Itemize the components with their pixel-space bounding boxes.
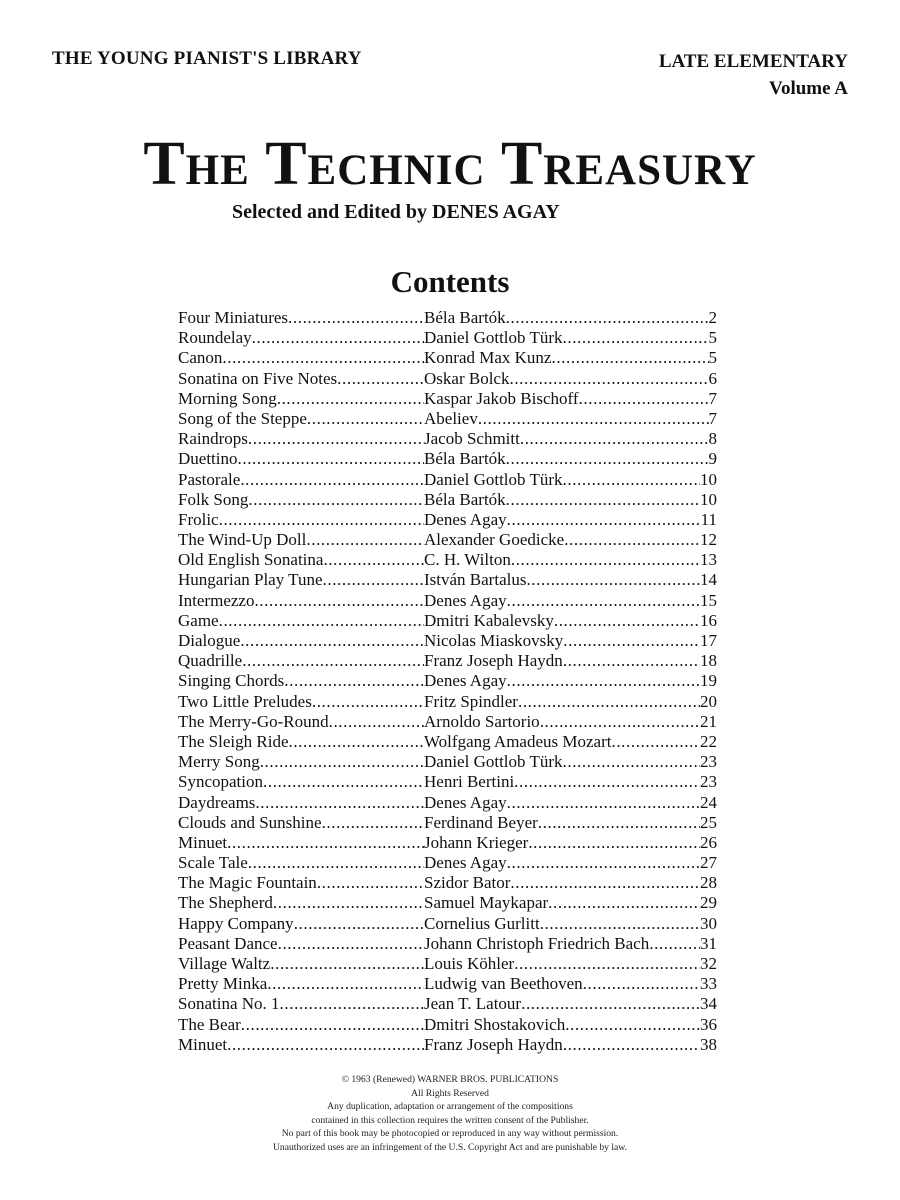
piece-title: Clouds and Sunshine bbox=[178, 812, 322, 832]
dot-leader bbox=[551, 348, 708, 368]
dot-leader bbox=[563, 651, 700, 671]
page-number: 26 bbox=[700, 832, 717, 852]
dot-leader bbox=[540, 914, 700, 934]
toc-entry bbox=[178, 550, 717, 570]
piece-title: The Shepherd bbox=[178, 893, 273, 913]
toc-entry bbox=[178, 308, 717, 328]
toc-entry bbox=[178, 591, 717, 611]
page-number: 31 bbox=[700, 933, 717, 953]
dot-leader bbox=[507, 853, 700, 873]
dot-leader bbox=[507, 671, 700, 691]
piece-title: Quadrille bbox=[178, 651, 243, 671]
dot-leader bbox=[307, 409, 424, 429]
contents-heading: Contents bbox=[390, 264, 510, 299]
toc-entry bbox=[178, 348, 717, 368]
piece-title: The Wind-Up Doll bbox=[178, 530, 307, 550]
dot-leader bbox=[507, 793, 700, 813]
toc-entry bbox=[178, 449, 717, 469]
piece-title: Canon bbox=[178, 348, 223, 368]
composer-name: Daniel Gottlob Türk bbox=[424, 752, 563, 772]
page-number: 18 bbox=[700, 651, 717, 671]
piece-title: Minuet bbox=[178, 1034, 228, 1054]
toc-entry bbox=[178, 833, 717, 853]
copyright-line: Unauthorized uses are an infringement of the U.S. Copyright Act and are punishable by law. bbox=[273, 1141, 627, 1153]
dot-leader bbox=[564, 530, 700, 550]
toc-entry bbox=[178, 1015, 717, 1035]
page-number: 2 bbox=[708, 308, 717, 327]
dot-leader bbox=[509, 369, 708, 389]
dot-leader bbox=[563, 1035, 700, 1055]
toc-entry bbox=[178, 954, 717, 974]
toc-entry bbox=[178, 994, 717, 1014]
composer-name: Béla Bartók bbox=[424, 449, 506, 469]
dot-leader bbox=[563, 470, 701, 490]
dot-leader bbox=[254, 591, 424, 611]
page-number: 5 bbox=[708, 328, 717, 348]
page-number: 27 bbox=[700, 853, 717, 873]
toc-entry bbox=[178, 409, 717, 429]
copyright-notice bbox=[0, 1073, 900, 1155]
page-number: 11 bbox=[700, 509, 717, 529]
dot-leader bbox=[507, 591, 700, 611]
composer-name: Louis Köhler bbox=[424, 954, 515, 973]
toc-entry bbox=[178, 893, 717, 913]
piece-title: Merry Song bbox=[178, 752, 260, 772]
page-number: 17 bbox=[700, 631, 717, 650]
piece-title: Folk Song bbox=[178, 489, 249, 509]
dot-leader bbox=[219, 611, 424, 631]
piece-title: Minuet bbox=[178, 832, 228, 852]
piece-title: The Bear bbox=[178, 1014, 241, 1034]
dot-leader bbox=[277, 389, 424, 409]
page-number: 30 bbox=[700, 913, 717, 933]
composer-name: Jacob Schmitt bbox=[424, 429, 520, 449]
piece-title: Raindrops bbox=[178, 429, 248, 449]
toc-entry bbox=[178, 510, 717, 530]
page-number: 38 bbox=[700, 1034, 717, 1054]
page-number: 24 bbox=[700, 792, 717, 812]
dot-leader bbox=[548, 893, 700, 913]
toc-entry bbox=[178, 651, 717, 671]
toc-entry bbox=[178, 631, 717, 651]
composer-name: Konrad Max Kunz bbox=[424, 348, 552, 368]
piece-title: Pretty Minka bbox=[178, 974, 268, 994]
toc-entry bbox=[178, 611, 717, 631]
page-number: 6 bbox=[708, 368, 717, 388]
dot-leader bbox=[288, 732, 424, 752]
composer-name: Oskar Bolck bbox=[424, 368, 510, 388]
toc-entry bbox=[178, 732, 717, 752]
composer-name: Denes Agay bbox=[424, 853, 507, 873]
piece-title: Village Waltz bbox=[178, 954, 271, 973]
composer-name: Nicolas Miaskovsky bbox=[424, 631, 564, 650]
composer-name: C. H. Wilton bbox=[424, 550, 511, 570]
level-info bbox=[659, 48, 848, 102]
composer-name: Johann Christoph Friedrich Bach bbox=[424, 933, 650, 953]
dot-leader bbox=[329, 712, 424, 732]
dot-leader bbox=[227, 833, 424, 853]
dot-leader bbox=[280, 994, 424, 1014]
dot-leader bbox=[323, 550, 424, 570]
composer-name: Daniel Gottlob Türk bbox=[424, 469, 563, 489]
page-number: 33 bbox=[700, 974, 717, 994]
dot-leader bbox=[323, 570, 425, 590]
copyright-line: contained in this collection requires the written consent of the Publisher. bbox=[311, 1114, 589, 1126]
toc-entry bbox=[178, 914, 717, 934]
piece-title: Game bbox=[178, 610, 219, 630]
piece-title: The Sleigh Ride bbox=[178, 731, 289, 751]
dot-leader bbox=[514, 772, 700, 792]
dot-leader bbox=[521, 994, 700, 1014]
composer-name: Szidor Bator bbox=[424, 873, 511, 893]
toc-entry bbox=[178, 752, 717, 772]
dot-leader bbox=[565, 1015, 700, 1035]
toc-entry bbox=[178, 974, 717, 994]
page-number: 32 bbox=[700, 954, 717, 973]
page-number: 15 bbox=[700, 590, 717, 610]
toc-entry bbox=[178, 671, 717, 691]
page-number: 7 bbox=[708, 388, 717, 408]
toc-entry bbox=[178, 369, 717, 389]
dot-leader bbox=[312, 692, 424, 712]
piece-title: Sonatina No. 1 bbox=[178, 994, 280, 1014]
dot-leader bbox=[317, 873, 424, 893]
copyright-line: All Rights Reserved bbox=[411, 1087, 489, 1099]
toc-entry bbox=[178, 712, 717, 732]
piece-title: Old English Sonatina bbox=[178, 550, 324, 570]
page-number: 14 bbox=[700, 570, 717, 590]
dot-leader bbox=[554, 611, 700, 631]
toc-entry bbox=[178, 490, 717, 510]
copyright-line: © 1963 (Renewed) WARNER BROS. PUBLICATIONS bbox=[341, 1074, 559, 1085]
piece-title: Daydreams bbox=[178, 792, 256, 812]
book-title: The Technic Treasury bbox=[143, 130, 757, 198]
toc-entry bbox=[178, 793, 717, 813]
dot-leader bbox=[222, 348, 424, 368]
composer-name: Samuel Maykapar bbox=[424, 893, 549, 913]
dot-leader bbox=[506, 490, 700, 510]
copyright-line: No part of this book may be photocopied or reproduced in any way without permission. bbox=[281, 1128, 619, 1140]
dot-leader bbox=[219, 510, 424, 530]
composer-name: Denes Agay bbox=[424, 671, 507, 691]
dot-leader bbox=[611, 732, 700, 752]
composer-name: Abeliev bbox=[424, 408, 478, 428]
composer-name: Dmitri Shostakovich bbox=[424, 1014, 566, 1034]
dot-leader bbox=[563, 328, 709, 348]
toc-entry bbox=[178, 389, 717, 409]
composer-name: Ludwig van Beethoven bbox=[424, 974, 583, 994]
page-number: 13 bbox=[700, 550, 717, 570]
page-number: 22 bbox=[700, 731, 717, 751]
composer-name: Cornelius Gurlitt bbox=[424, 913, 540, 933]
dot-leader bbox=[252, 328, 424, 348]
dot-leader bbox=[540, 712, 700, 732]
page-number: 23 bbox=[700, 752, 717, 772]
dot-leader bbox=[518, 692, 700, 712]
dot-leader bbox=[241, 1015, 424, 1035]
toc-entry bbox=[178, 692, 717, 712]
piece-title: Four Miniatures bbox=[178, 308, 289, 327]
piece-title: Happy Company bbox=[178, 913, 294, 933]
composer-name: Fritz Spindler bbox=[424, 691, 518, 711]
composer-name: Béla Bartók bbox=[424, 308, 506, 327]
dot-leader bbox=[248, 853, 424, 873]
dot-leader bbox=[270, 954, 424, 974]
piece-title: Two Little Preludes bbox=[178, 691, 312, 711]
page-number: 10 bbox=[700, 469, 717, 489]
piece-title: Pastorale bbox=[178, 469, 241, 489]
dot-leader bbox=[563, 752, 701, 772]
piece-title: Song of the Steppe bbox=[178, 408, 307, 428]
dot-leader bbox=[267, 974, 424, 994]
dot-leader bbox=[248, 490, 424, 510]
page-number: 16 bbox=[700, 610, 717, 630]
composer-name: Kaspar Jakob Bischoff bbox=[424, 388, 579, 408]
dot-leader bbox=[506, 308, 709, 328]
page-number: 12 bbox=[700, 530, 717, 550]
composer-name: Arnoldo Sartorio bbox=[424, 711, 540, 731]
dot-leader bbox=[506, 449, 709, 469]
composer-name: Johann Krieger bbox=[424, 832, 529, 852]
dot-leader bbox=[563, 631, 700, 651]
toc-entry bbox=[178, 1035, 717, 1055]
piece-title: Roundelay bbox=[178, 328, 252, 348]
dot-leader bbox=[528, 833, 700, 853]
dot-leader bbox=[478, 409, 709, 429]
page-number: 23 bbox=[700, 772, 717, 792]
composer-name: Henri Bertini bbox=[424, 772, 515, 792]
piece-title: The Magic Fountain bbox=[178, 873, 317, 893]
dot-leader bbox=[526, 570, 700, 590]
toc-entry bbox=[178, 570, 717, 590]
dot-leader bbox=[510, 873, 700, 893]
piece-title: Peasant Dance bbox=[178, 933, 278, 953]
page-number: 9 bbox=[708, 449, 717, 469]
dot-leader bbox=[288, 308, 424, 328]
piece-title: Syncopation bbox=[178, 772, 263, 792]
volume-label: Volume A bbox=[768, 78, 848, 99]
dot-leader bbox=[322, 813, 424, 833]
composer-name: Jean T. Latour bbox=[424, 994, 522, 1014]
dot-leader bbox=[238, 449, 425, 469]
piece-title: Hungarian Play Tune bbox=[178, 570, 323, 590]
piece-title: Scale Tale bbox=[178, 853, 248, 873]
page-number: 7 bbox=[708, 408, 717, 428]
composer-name: Dmitri Kabalevsky bbox=[424, 610, 554, 630]
toc-entry bbox=[178, 429, 717, 449]
piece-title: Frolic bbox=[178, 509, 219, 529]
composer-name: Daniel Gottlob Türk bbox=[424, 328, 563, 348]
dot-leader bbox=[260, 752, 424, 772]
dot-leader bbox=[306, 530, 424, 550]
page-number: 25 bbox=[700, 812, 717, 832]
piece-title: Singing Chords bbox=[178, 671, 285, 691]
composer-name: Denes Agay bbox=[424, 509, 507, 529]
piece-title: Morning Song bbox=[178, 388, 277, 408]
page-number: 21 bbox=[700, 711, 717, 731]
dot-leader bbox=[507, 510, 701, 530]
composer-name: Denes Agay bbox=[424, 792, 507, 812]
dot-leader bbox=[240, 631, 424, 651]
piece-title: Duettino bbox=[178, 449, 238, 469]
dot-leader bbox=[520, 429, 709, 449]
dot-leader bbox=[263, 772, 424, 792]
toc-entry bbox=[178, 470, 717, 490]
composer-name: Béla Bartók bbox=[424, 489, 506, 509]
dot-leader bbox=[242, 651, 424, 671]
page-number: 29 bbox=[700, 893, 717, 913]
toc-entry bbox=[178, 853, 717, 873]
composer-name: Denes Agay bbox=[424, 590, 507, 610]
composer-name: Franz Joseph Haydn bbox=[424, 651, 563, 671]
composer-name: Ferdinand Beyer bbox=[424, 812, 538, 832]
page-number: 28 bbox=[700, 873, 717, 893]
piece-title: Sonatina on Five Notes bbox=[178, 368, 338, 388]
dot-leader bbox=[240, 470, 424, 490]
table-of-contents bbox=[178, 308, 717, 1055]
dot-leader bbox=[583, 974, 700, 994]
page-number: 36 bbox=[700, 1014, 717, 1034]
page-number: 20 bbox=[700, 691, 717, 711]
dot-leader bbox=[227, 1035, 424, 1055]
page-number: 34 bbox=[700, 994, 717, 1014]
toc-entry bbox=[178, 530, 717, 550]
dot-leader bbox=[294, 914, 424, 934]
series-name: THE YOUNG PIANIST'S LIBRARY bbox=[52, 48, 362, 69]
dot-leader bbox=[278, 934, 424, 954]
composer-name: Alexander Goedicke bbox=[424, 530, 565, 550]
dot-leader bbox=[255, 793, 424, 813]
copyright-line: Any duplication, adaptation or arrangement of the compositions bbox=[327, 1101, 573, 1113]
page-number: 10 bbox=[700, 489, 717, 509]
dot-leader bbox=[248, 429, 424, 449]
editor-credit: Selected and Edited by DENES AGAY bbox=[232, 201, 560, 223]
composer-name: István Bartalus bbox=[424, 570, 527, 590]
page-number: 5 bbox=[708, 348, 717, 368]
dot-leader bbox=[511, 550, 700, 570]
page-number: 8 bbox=[708, 429, 717, 449]
page-number: 19 bbox=[700, 671, 717, 691]
toc-entry bbox=[178, 873, 717, 893]
toc-entry bbox=[178, 328, 717, 348]
dot-leader bbox=[514, 954, 700, 974]
level-label: LATE ELEMENTARY bbox=[658, 51, 848, 72]
dot-leader bbox=[649, 934, 700, 954]
piece-title: Intermezzo bbox=[178, 590, 255, 610]
piece-title: Dialogue bbox=[178, 631, 241, 650]
dot-leader bbox=[284, 671, 424, 691]
composer-name: Franz Joseph Haydn bbox=[424, 1034, 563, 1054]
piece-title: The Merry-Go-Round bbox=[178, 711, 329, 731]
toc-entry bbox=[178, 772, 717, 792]
dot-leader bbox=[273, 893, 424, 913]
dot-leader bbox=[538, 813, 700, 833]
composer-name: Wolfgang Amadeus Mozart bbox=[424, 731, 612, 751]
dot-leader bbox=[579, 389, 709, 409]
toc-entry bbox=[178, 934, 717, 954]
dot-leader bbox=[337, 369, 424, 389]
toc-entry bbox=[178, 813, 717, 833]
